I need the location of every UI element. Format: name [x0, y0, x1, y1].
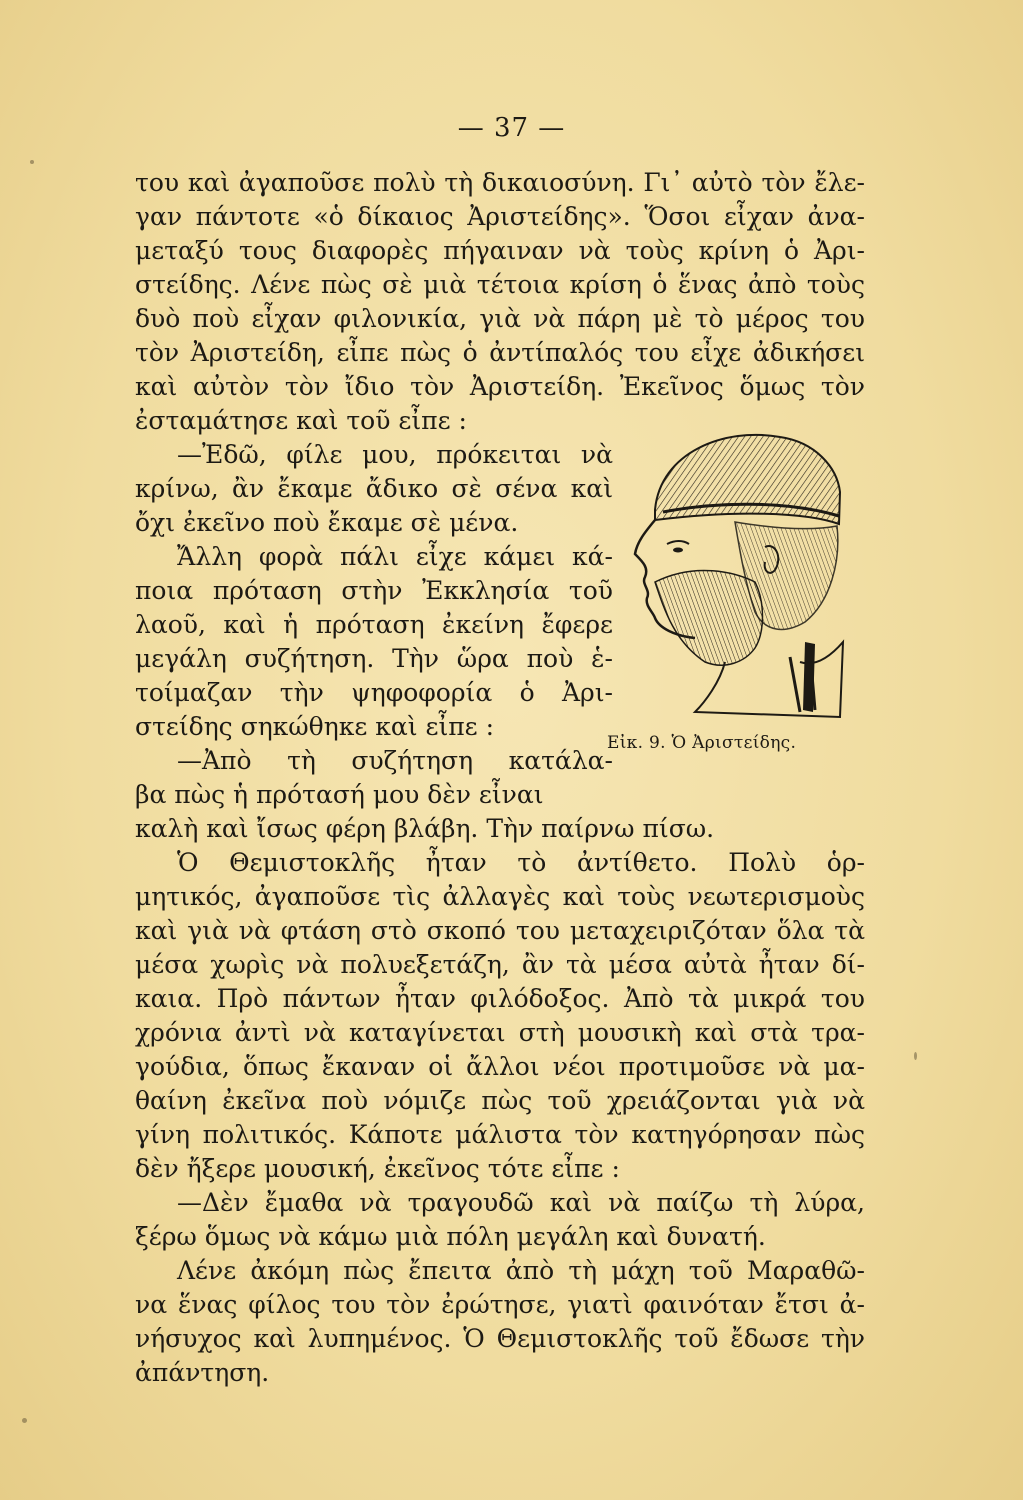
text-line: ποια πρόταση στὴν Ἐκκλησία τοῦ [135, 576, 613, 605]
text-line: Ὁ Θεμιστοκλῆς ἦταν τὸ ἀντίθετο. Πολὺ ὁρ- [177, 848, 865, 877]
text-line: τὸν Ἀριστείδη, εἶπε πὼς ὁ ἀντίπαλός του εἶχε ἀδικήσει [135, 338, 865, 367]
text-line: —Δὲν ἔμαθα νὰ τραγουδῶ καὶ νὰ παίζω τὴ λύρα, [177, 1188, 865, 1217]
text-line: καὶ αὐτὸν τὸν ἴδιο τὸν Ἀριστείδη. Ἐκεῖνος ὅμως τὸν [135, 372, 865, 401]
text-line: στείδης σηκώθηκε καὶ εἶπε : [135, 712, 494, 741]
text-line: ἐσταμάτησε καὶ τοῦ εἶπε : [135, 406, 467, 435]
text-line: γίνη πολιτικός. Κάποτε μάλιστα τὸν κατηγόρησαν πὼς [135, 1120, 865, 1149]
text-line: καια. Πρὸ πάντων ἦταν φιλόδοξος. Ἀπὸ τὰ μικρά του [135, 984, 865, 1013]
text-line: —Ἀπὸ τὴ συζήτηση κατάλα- [177, 746, 613, 775]
text-line: δὲν ἤξερε μουσική, ἐκεῖνος τότε εἶπε : [135, 1154, 620, 1183]
text-line: δυὸ ποὺ εἶχαν φιλονικία, γιὰ νὰ πάρη μὲ τὸ μέρος του [135, 304, 865, 333]
text-line: Λένε ἀκόμη πὼς ἔπειτα ἀπὸ τὴ μάχη τοῦ Μαραθῶ- [177, 1256, 865, 1285]
text-line: χρόνια ἀντὶ νὰ καταγίνεται στὴ μουσικὴ καὶ στὰ τρα- [135, 1018, 865, 1047]
text-line: μητικός, ἀγαποῦσε τὶς ἀλλαγὲς καὶ τοὺς νεωτερισμοὺς [135, 882, 865, 911]
aristides-portrait-icon [615, 412, 855, 742]
paper-speck [30, 160, 34, 164]
text-line: καλὴ καὶ ἴσως φέρη βλάβη. Τὴν παίρνω πίσω. [135, 814, 715, 843]
page-number: — 37 — [457, 113, 566, 143]
text-line: γαν πάντοτε «ὁ δίκαιος Ἀριστείδης». Ὅσοι εἶχαν ἀνα- [135, 202, 865, 231]
text-line: κρίνω, ἂν ἔκαμε ἄδικο σὲ σένα καὶ [135, 474, 613, 503]
text-line: γούδια, ὅπως ἔκαναν οἱ ἄλλοι νέοι προτιμοῦσε νὰ μα- [135, 1052, 865, 1081]
text-line: καὶ γιὰ νὰ φτάση στὸ σκοπό του μεταχειριζόταν ὅλα τὰ [135, 916, 865, 945]
text-line: του καὶ ἀγαποῦσε πολὺ τὴ δικαιοσύνη. Γι᾿ αὐτὸ τὸν ἔλε- [135, 168, 865, 197]
text-line: θαίνη ἐκεῖνα ποὺ νόμιζε πὼς τοῦ χρειάζονται γιὰ νὰ [135, 1086, 865, 1115]
text-line: λαοῦ, καὶ ἡ πρόταση ἐκείνη ἔφερε [135, 610, 613, 639]
text-line: ξέρω ὅμως νὰ κάμω μιὰ πόλη μεγάλη καὶ δυνατή. [135, 1222, 766, 1251]
figure-caption: Εἰκ. 9. Ὁ Ἀριστείδης. [607, 733, 797, 753]
text-line: Ἄλλη φορὰ πάλι εἶχε κάμει κά- [177, 542, 613, 571]
text-line: βα πὼς ἡ πρότασή μου δὲν εἶναι [135, 780, 544, 809]
text-line: ἀπάντηση. [135, 1358, 270, 1387]
text-line: μέσα χωρὶς νὰ πολυεξετάζη, ἂν τὰ μέσα αὐτὰ ἦταν δί- [135, 950, 865, 979]
text-line: μεταξύ τους διαφορὲς πήγαιναν νὰ τοὺς κρίνη ὁ Ἀρι- [135, 236, 865, 265]
text-line: μεγάλη συζήτηση. Τὴν ὥρα ποὺ ἑ- [135, 644, 613, 673]
paper-speck [914, 1052, 917, 1060]
text-line: ὄχι ἐκεῖνο ποὺ ἔκαμε σὲ μένα. [135, 508, 519, 537]
paper-speck [22, 1418, 27, 1423]
text-line: νήσυχος καὶ λυπημένος. Ὁ Θεμιστοκλῆς τοῦ ἔδωσε τὴν [135, 1324, 865, 1353]
text-line: στείδης. Λένε πὼς σὲ μιὰ τέτοια κρίση ὁ ἕνας ἀπὸ τοὺς [135, 270, 865, 299]
text-line: —Ἐδῶ, φίλε μου, πρόκειται νὰ [177, 440, 613, 469]
text-line: τοίμαζαν τὴν ψηφοφορία ὁ Ἀρι- [135, 678, 613, 707]
text-line: να ἕνας φίλος του τὸν ἐρώτησε, γιατὶ φαινόταν ἔτσι ἀ- [135, 1290, 865, 1319]
